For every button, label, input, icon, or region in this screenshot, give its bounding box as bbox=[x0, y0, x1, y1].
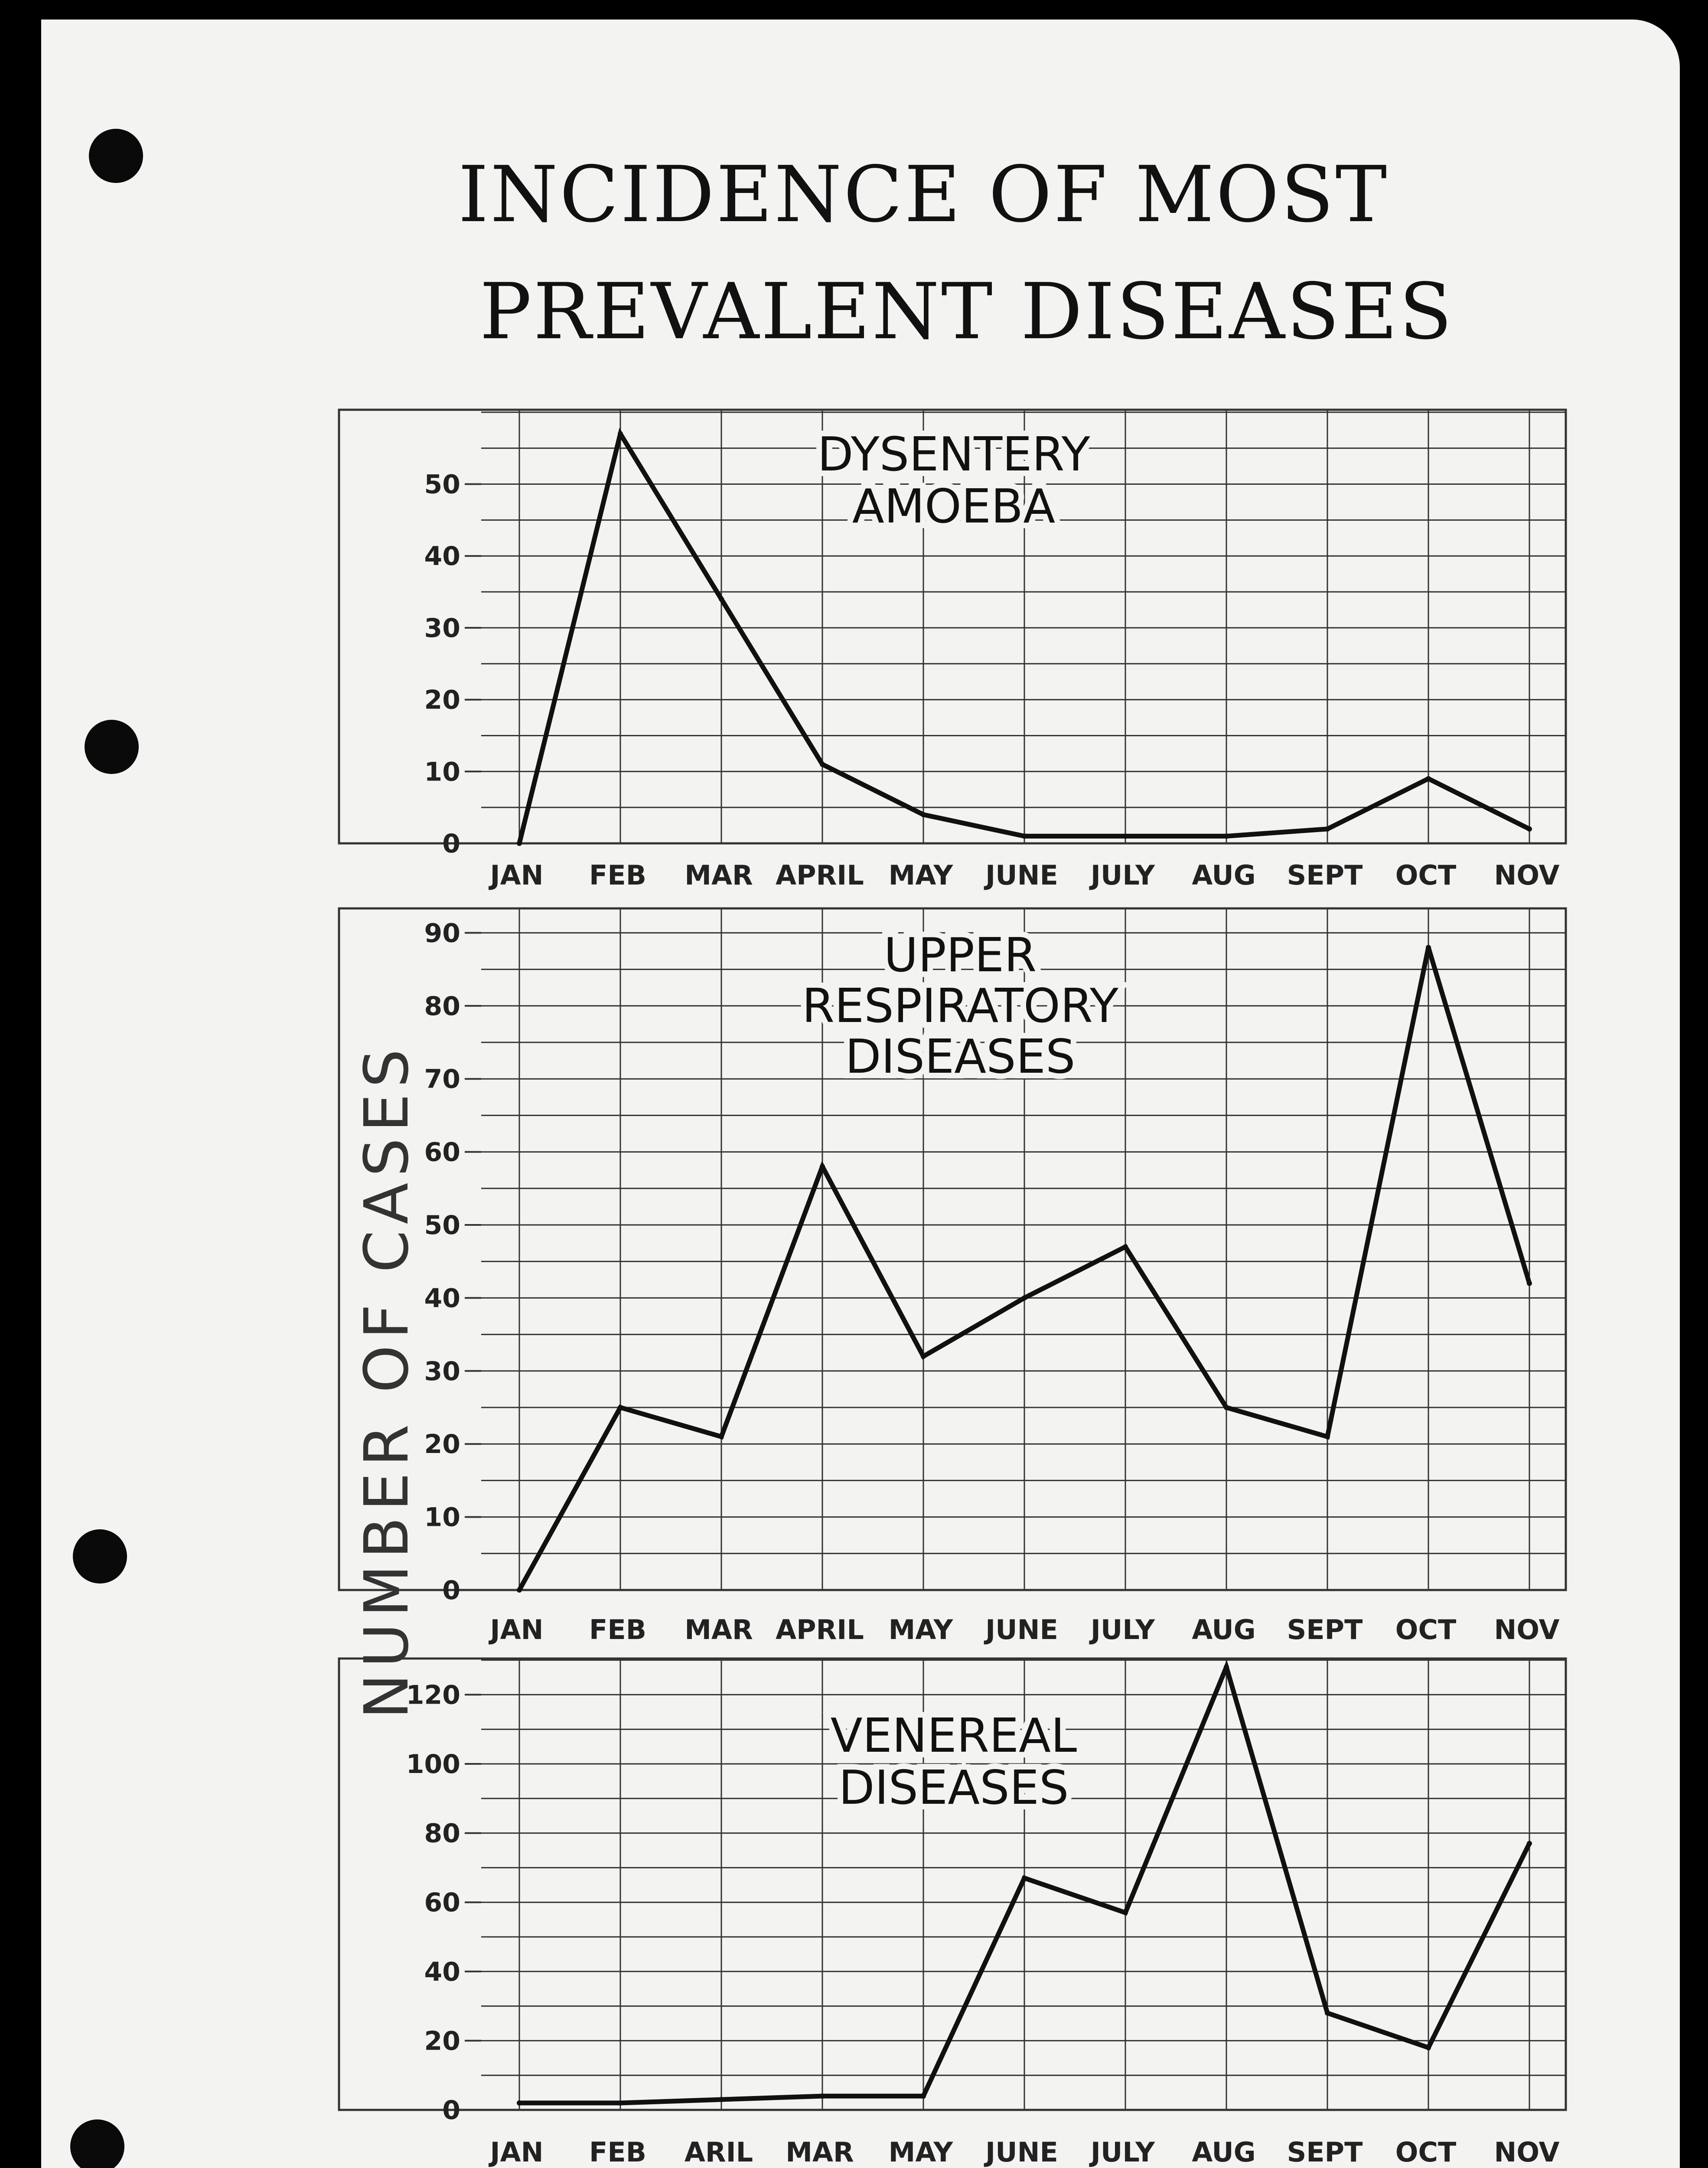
x-tick-label: APRIL bbox=[776, 1614, 864, 1646]
y-tick-label: 40 bbox=[424, 1283, 460, 1314]
data-point bbox=[1325, 826, 1330, 832]
x-tick-label: MAR bbox=[685, 1614, 753, 1646]
data-point bbox=[1022, 833, 1027, 839]
data-point bbox=[1123, 1244, 1128, 1250]
y-tick-label: 80 bbox=[424, 991, 460, 1022]
data-point bbox=[820, 2093, 825, 2099]
x-tick-label: FEB bbox=[589, 2136, 646, 2168]
panel-title-line: DISEASES bbox=[838, 1761, 1069, 1815]
data-point bbox=[1224, 1665, 1229, 1670]
data-point bbox=[517, 2100, 522, 2106]
y-tick-label: 0 bbox=[442, 2095, 460, 2126]
x-tick-label: OCT bbox=[1395, 859, 1457, 891]
y-tick-label: 60 bbox=[424, 1887, 460, 1918]
x-tick-label: ARIL bbox=[684, 2136, 753, 2168]
y-tick-label: 100 bbox=[406, 1749, 460, 1779]
y-tick-label: 50 bbox=[424, 469, 460, 500]
x-tick-label: AUG bbox=[1192, 1614, 1256, 1646]
x-tick-label: MAR bbox=[685, 859, 753, 891]
x-tick-label: MAR bbox=[786, 2136, 854, 2168]
panel-title-line: VENEREAL bbox=[830, 1709, 1077, 1763]
x-tick-label: OCT bbox=[1395, 1614, 1457, 1646]
y-tick-label: 80 bbox=[424, 1818, 460, 1849]
y-tick-label: 40 bbox=[424, 1956, 460, 1987]
y-tick-label: 20 bbox=[424, 2026, 460, 2057]
panel-1 bbox=[339, 410, 1566, 891]
data-point bbox=[1426, 2045, 1431, 2050]
panel-title-line: DYSENTERY bbox=[817, 428, 1090, 482]
x-tick-label: JULY bbox=[1090, 2136, 1155, 2168]
data-point bbox=[719, 597, 724, 602]
data-point bbox=[1022, 1295, 1027, 1300]
data-point bbox=[1426, 776, 1431, 781]
data-point bbox=[1022, 1875, 1027, 1881]
y-tick-label: 50 bbox=[424, 1210, 460, 1241]
y-tick-label: 40 bbox=[424, 541, 460, 572]
data-point bbox=[517, 841, 522, 846]
data-point bbox=[1527, 1281, 1532, 1286]
data-point bbox=[1224, 833, 1229, 839]
y-tick-label: 0 bbox=[442, 829, 460, 859]
x-tick-label: SEPT bbox=[1287, 859, 1363, 891]
y-tick-label: 30 bbox=[424, 613, 460, 643]
x-tick-label: AUG bbox=[1192, 859, 1256, 891]
x-tick-label: JUNE bbox=[985, 859, 1058, 891]
y-tick-label: 20 bbox=[424, 685, 460, 715]
x-tick-label: SEPT bbox=[1287, 1614, 1363, 1646]
data-point bbox=[1527, 1841, 1532, 1846]
data-point bbox=[517, 1587, 522, 1593]
y-tick-label: 70 bbox=[424, 1064, 460, 1095]
x-tick-label: OCT bbox=[1395, 2136, 1457, 2168]
data-point bbox=[1325, 2011, 1330, 2016]
data-point bbox=[618, 1405, 623, 1410]
y-tick-label: 120 bbox=[406, 1680, 460, 1711]
data-point bbox=[1123, 1910, 1128, 1915]
chart-panels bbox=[339, 410, 1566, 2168]
x-tick-label: JULY bbox=[1090, 1614, 1155, 1646]
x-tick-label: AUG bbox=[1192, 2136, 1256, 2168]
x-tick-label: JAN bbox=[490, 1614, 544, 1646]
x-tick-label: SEPT bbox=[1287, 2136, 1363, 2168]
page-title-line-1: INCIDENCE OF MOST bbox=[458, 150, 1389, 239]
y-tick-label: 90 bbox=[424, 918, 460, 949]
data-point bbox=[1325, 1434, 1330, 1439]
x-tick-label: JULY bbox=[1090, 859, 1155, 891]
data-point bbox=[820, 1164, 825, 1169]
data-point bbox=[921, 2093, 926, 2099]
data-point bbox=[921, 1354, 926, 1359]
x-tick-label: MAY bbox=[888, 2136, 953, 2168]
data-point bbox=[1426, 945, 1431, 950]
panel-2 bbox=[339, 908, 1566, 1646]
y-axis-label: NUMBER OF CASES bbox=[352, 1043, 422, 1719]
y-tick-label: 0 bbox=[442, 1575, 460, 1606]
x-tick-label: MAY bbox=[888, 859, 953, 891]
panel-title-line: DISEASES bbox=[845, 1030, 1076, 1084]
y-tick-label: 60 bbox=[424, 1137, 460, 1168]
data-point bbox=[618, 2100, 623, 2106]
y-tick-label: 10 bbox=[424, 1502, 460, 1533]
x-tick-label: FEB bbox=[589, 859, 646, 891]
panel-3 bbox=[339, 1659, 1566, 2168]
x-tick-label: FEB bbox=[589, 1614, 646, 1646]
x-tick-label: NOV bbox=[1494, 1614, 1560, 1646]
data-point bbox=[1123, 833, 1128, 839]
data-point bbox=[719, 1434, 724, 1439]
x-tick-label: JUNE bbox=[985, 2136, 1058, 2168]
x-tick-label: NOV bbox=[1494, 2136, 1560, 2168]
data-point bbox=[921, 812, 926, 817]
x-tick-label: JAN bbox=[490, 2136, 544, 2168]
data-point bbox=[1224, 1405, 1229, 1410]
data-point bbox=[820, 762, 825, 767]
x-tick-label: NOV bbox=[1494, 859, 1560, 891]
panel-title-line: RESPIRATORY bbox=[802, 979, 1119, 1033]
y-tick-label: 10 bbox=[424, 757, 460, 787]
panel-title-line: UPPER bbox=[883, 928, 1037, 983]
x-tick-label: APRIL bbox=[776, 859, 864, 891]
y-tick-label: 20 bbox=[424, 1429, 460, 1460]
page-title-line-2: PREVALENT DISEASES bbox=[479, 267, 1454, 356]
x-tick-label: JUNE bbox=[985, 1614, 1058, 1646]
data-point bbox=[1527, 826, 1532, 832]
panel-title-line: AMOEBA bbox=[852, 480, 1056, 534]
x-tick-label: JAN bbox=[490, 859, 544, 891]
y-tick-label: 30 bbox=[424, 1356, 460, 1387]
x-tick-label: MAY bbox=[888, 1614, 953, 1646]
data-point bbox=[719, 2097, 724, 2102]
data-point bbox=[618, 431, 623, 437]
